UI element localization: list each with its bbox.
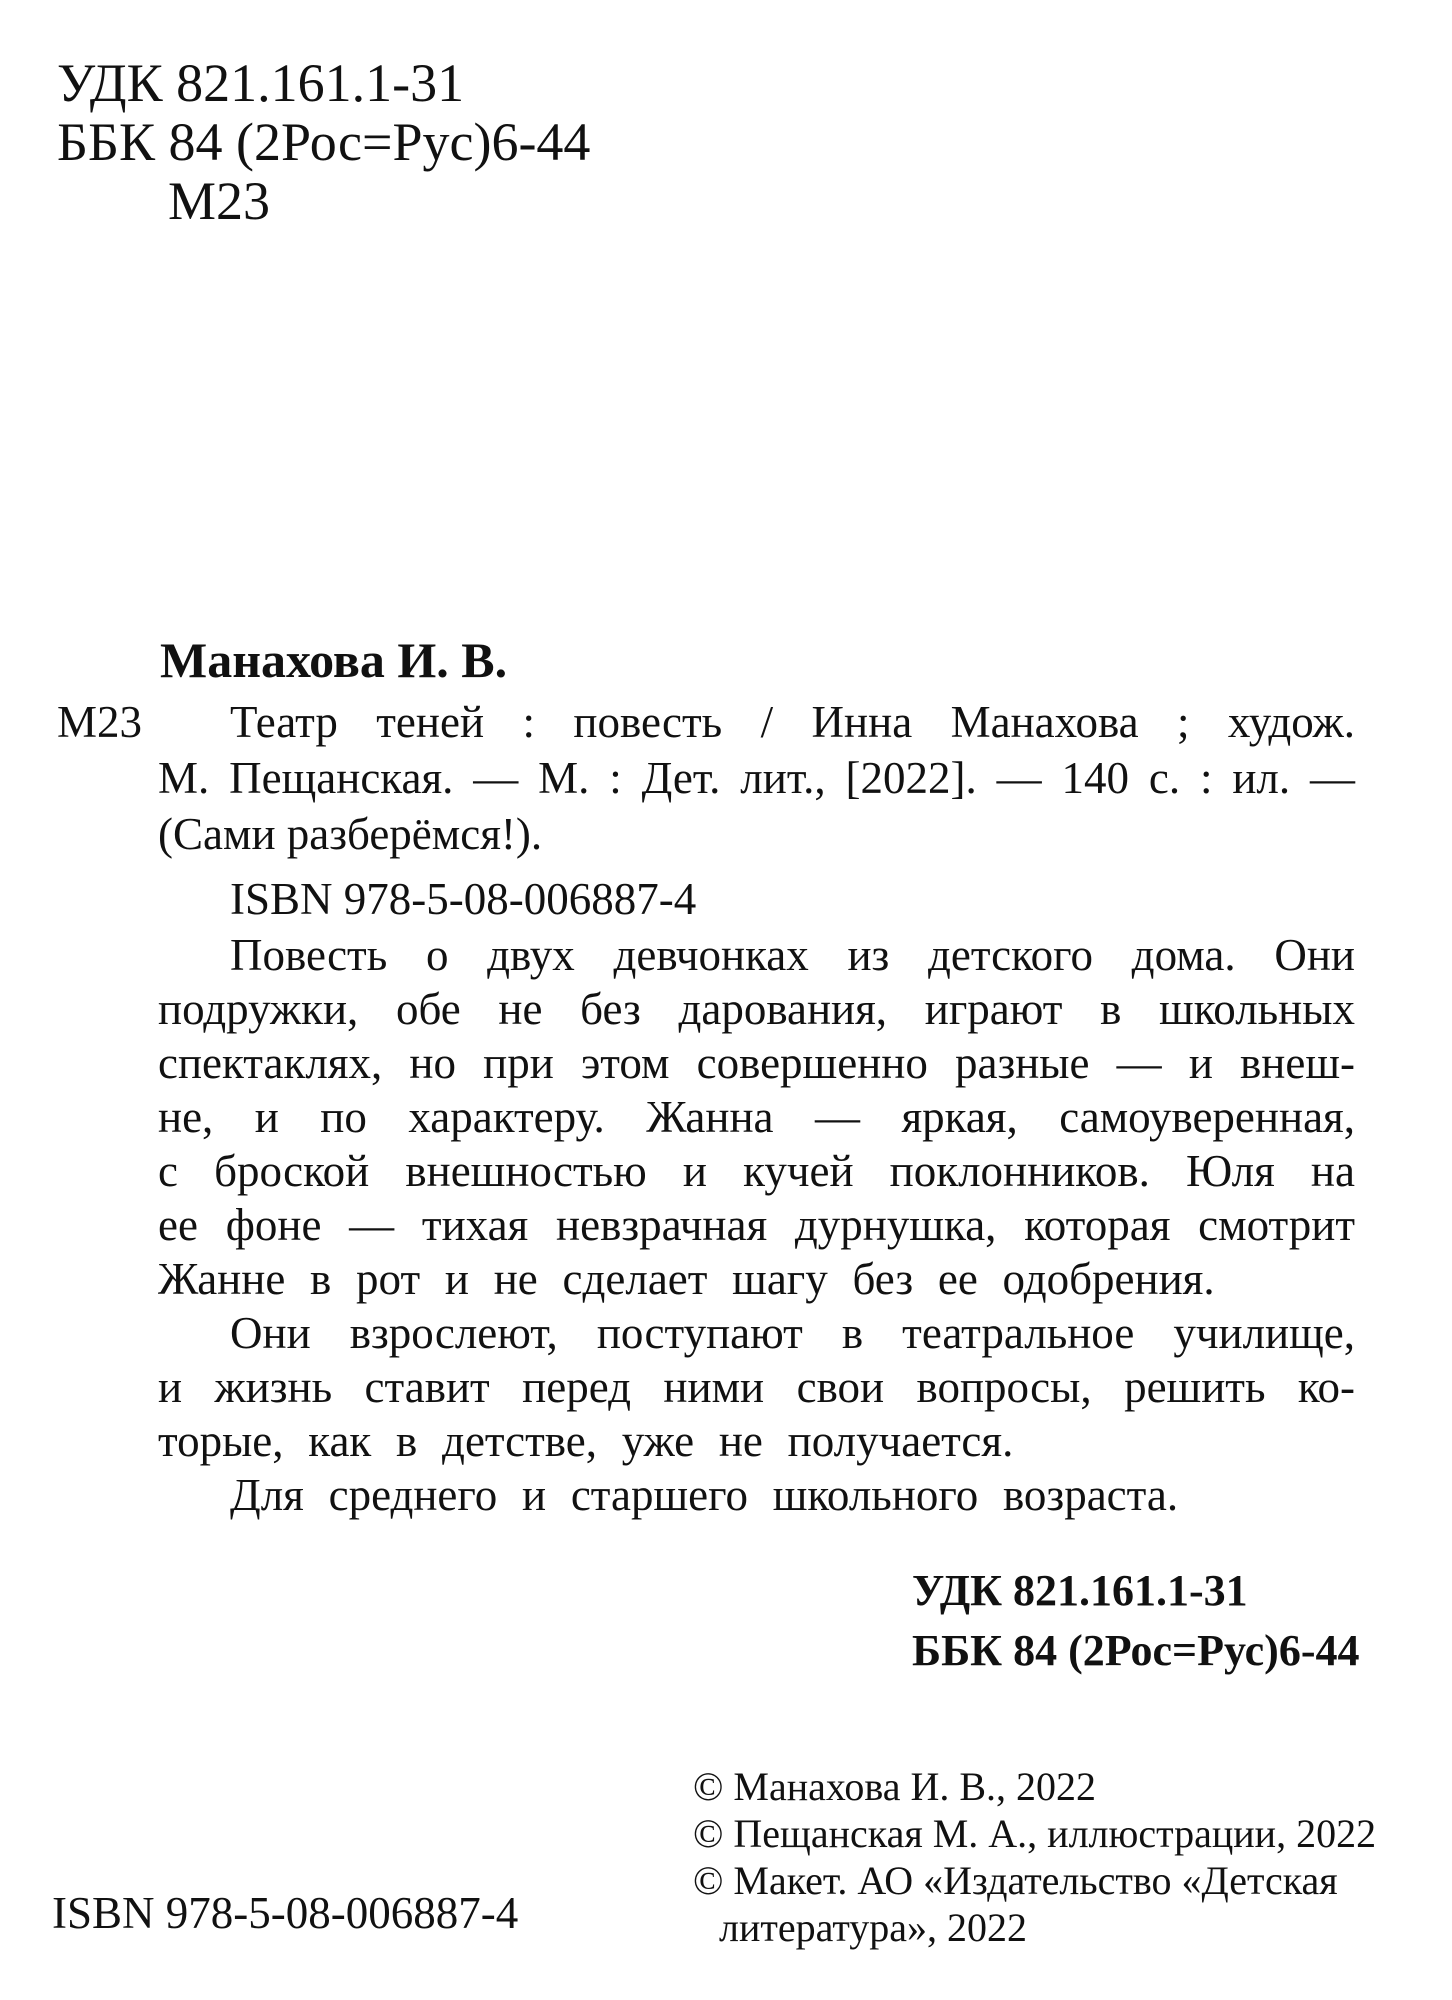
annotation-line: подружки, обе не без дарования, играют в школьных <box>158 984 1355 1034</box>
isbn-bottom: ISBN 978-5-08-006887-4 <box>52 1888 519 1938</box>
card-author-code: М23 <box>57 697 143 747</box>
udk-index-bold: УДК 821.161.1-31 <box>912 1566 1248 1615</box>
annotation-line: Повесть о двух девчонках из детского дома. Они <box>230 930 1355 980</box>
annotation-line: Жанне в рот и не сделает шагу без ее одобрения. <box>158 1254 1215 1304</box>
copyright-publisher: © Макет. АО «Издательство «Детская <box>693 1858 1338 1903</box>
annotation-text <box>158 928 1355 1522</box>
audience-note-line: Для среднего и старшего школьного возраста. <box>230 1470 1179 1520</box>
card-title-line: Театр теней : повесть / Инна Манахова ; худож. <box>230 697 1355 747</box>
bbk-index: ББК 84 (2Рос=Рус)6-44 <box>57 112 591 172</box>
bbk-index-bold: ББК 84 (2Рос=Рус)6-44 <box>912 1626 1360 1675</box>
card-series-line: (Сами разберёмся!). <box>158 809 543 859</box>
annotation-line: торые, как в детстве, уже не получается. <box>158 1416 1014 1466</box>
copyright-author: © Манахова И. В., 2022 <box>693 1764 1097 1809</box>
card-isbn: ISBN 978-5-08-006887-4 <box>230 874 697 924</box>
card-author-heading: Манахова И. В. <box>160 632 508 688</box>
annotation-line: и жизнь ставит перед ними свои вопросы, решить ко- <box>158 1362 1355 1412</box>
annotation-line: спектаклях, но при этом совершенно разные — и внеш- <box>158 1038 1355 1088</box>
annotation-line: с броской внешностью и кучей поклонников. Юля на <box>158 1146 1355 1196</box>
annotation-line: не, и по характеру. Жанна — яркая, самоуверенная, <box>158 1092 1355 1142</box>
copyright-illustrator: © Пещанская М. А., иллюстрации, 2022 <box>693 1811 1377 1856</box>
author-sign-code: М23 <box>168 171 271 231</box>
catalog-card <box>57 694 1355 862</box>
annotation-line: Они взрослеют, поступают в театральное училище, <box>230 1308 1355 1358</box>
bottom-cataloguing-block <box>912 1561 1359 1681</box>
annotation-line: ее фоне — тихая невзрачная дурнушка, которая смотрит <box>158 1200 1355 1250</box>
copyright-publisher-cont: литература», 2022 <box>719 1905 1028 1950</box>
udk-index: УДК 821.161.1-31 <box>57 53 465 113</box>
card-title-line: М. Пещанская. — М. : Дет. лит., [2022]. — 140 с. : ил. — <box>158 753 1355 803</box>
top-cataloguing-block <box>57 54 590 231</box>
copyright-block <box>693 1763 1376 1951</box>
